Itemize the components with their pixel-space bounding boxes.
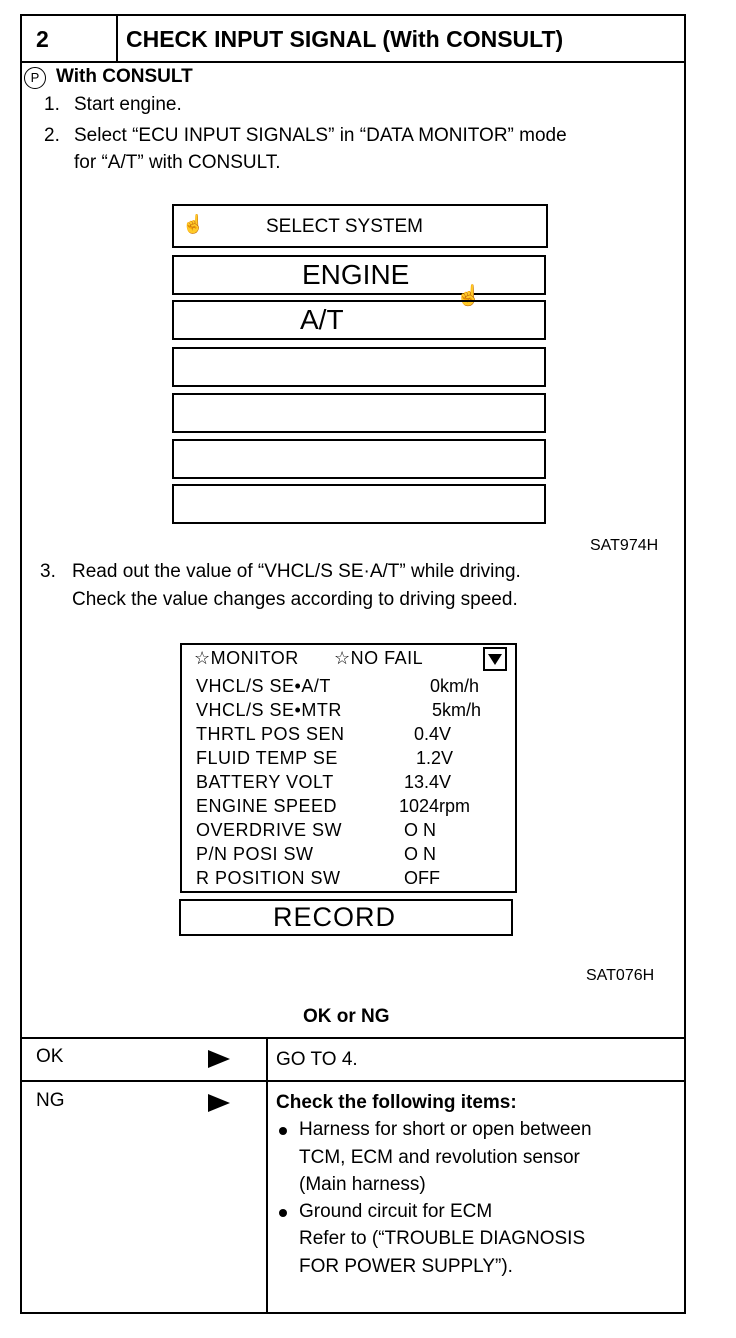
ng-item-line: (Main harness) [299,1174,426,1195]
system-item-at[interactable]: A/T [172,300,546,340]
divider [266,1037,268,1314]
step-title: CHECK INPUT SIGNAL (With CONSULT) [118,16,684,63]
ng-item-line: Harness for short or open between [299,1119,592,1140]
step-3-text-cont: Check the value changes according to driving speed. [72,589,518,610]
monitor-row-label: VHCL/S SE•A/T [196,676,331,696]
hand-cursor-icon: ☝ [456,285,481,307]
monitor-row-value: O N [404,844,437,864]
step-2-text-cont: for “A/T” with CONSULT. [74,152,281,173]
step-number: 2 [22,16,118,63]
monitor-row-value: 0.4V [414,724,452,744]
step-2-text: Select “ECU INPUT SIGNALS” in “DATA MONITOR” mode [74,125,567,146]
monitor-row-label: OVERDRIVE SW [196,820,343,840]
arrow-right-icon [208,1050,230,1068]
monitor-header-left: ☆MONITOR [194,648,299,668]
consult-label: With CONSULT [56,66,193,87]
step-1-text: Start engine. [74,94,182,115]
monitor-row-label: FLUID TEMP SE [196,748,338,768]
monitor-row-value: 13.4V [404,772,452,792]
divider [20,1080,686,1082]
system-item-empty[interactable] [172,393,546,433]
step-3-text: Read out the value of “VHCL/S SE·A/T” while driving. [72,561,521,582]
system-item-empty[interactable] [172,484,546,524]
monitor-row-label: BATTERY VOLT [196,772,334,792]
ng-item-line: Ground circuit for ECM [299,1201,493,1222]
system-item-empty[interactable] [172,439,546,479]
monitor-header-right: ☆NO FAIL [334,648,424,668]
select-system-title: SELECT SYSTEM [266,216,423,237]
system-item-empty[interactable] [172,347,546,387]
arrow-right-icon [208,1094,230,1112]
ng-item-line: TCM, ECM and revolution sensor [299,1147,580,1168]
monitor-row-value: 5km/h [432,700,482,720]
consult-icon: P [24,67,46,89]
ok-label: OK [36,1046,64,1067]
select-system-header [172,204,548,248]
scroll-down-icon[interactable] [483,647,507,671]
monitor-row-label: R POSITION SW [196,868,341,888]
ng-action-title: Check the following items: [276,1092,517,1113]
hand-pointer-icon: ☝ [182,214,205,234]
bullet-icon [279,1209,287,1217]
figure-code: SAT076H [586,967,655,984]
ok-action: GO TO 4. [276,1049,358,1070]
ng-item-line: Refer to (“TROUBLE DIAGNOSIS [299,1228,586,1249]
monitor-row-label: P/N POSI SW [196,844,314,864]
ng-label: NG [36,1090,65,1111]
ng-item-line: FOR POWER SUPPLY”). [299,1256,513,1277]
system-item-engine[interactable]: ENGINE [172,255,546,295]
monitor-row-value: 1.2V [416,748,454,768]
monitor-row-value: 0km/h [430,676,480,696]
ok-ng-heading: OK or NG [303,1006,390,1027]
bullet-icon [279,1127,287,1135]
monitor-row-label: ENGINE SPEED [196,796,338,816]
monitor-row-label: THRTL POS SEN [196,724,345,744]
monitor-row-value: O N [404,820,437,840]
monitor-row-label: VHCL/S SE•MTR [196,700,342,720]
step-2-number: 2. [44,125,60,146]
monitor-row-value: 1024rpm [399,796,471,816]
monitor-row-value: OFF [404,868,440,888]
figure-code: SAT974H [590,537,659,554]
record-button[interactable]: RECORD [179,899,513,936]
divider [20,1037,686,1039]
step-1-number: 1. [44,94,60,115]
step-3-number: 3. [40,561,56,582]
